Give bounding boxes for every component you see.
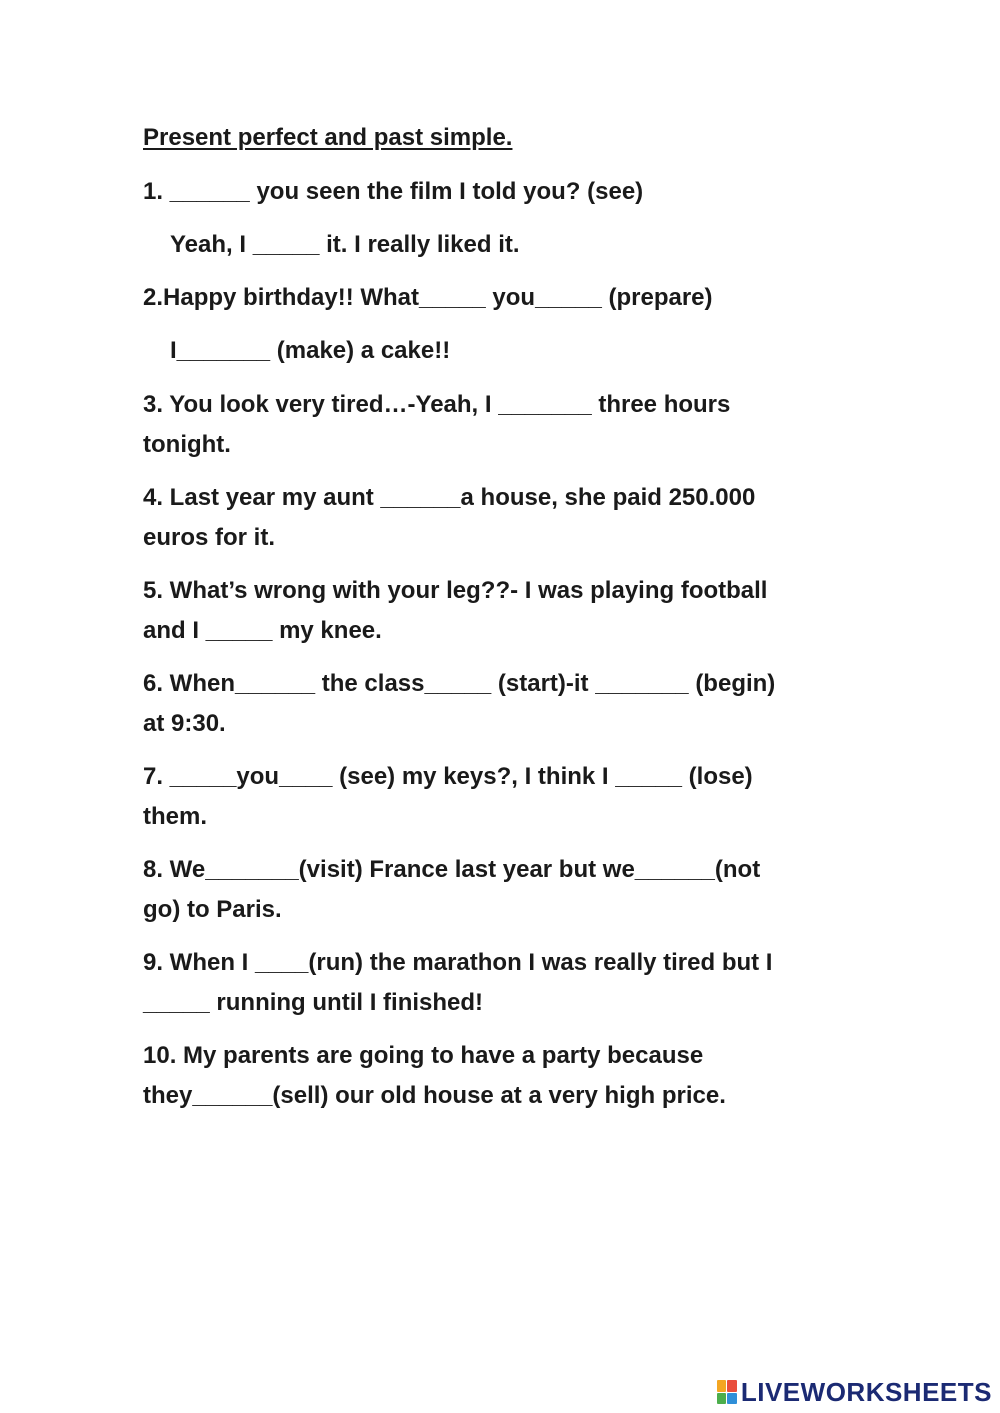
liveworksheets-logo <box>717 1377 992 1407</box>
exercise-10-line-2: they______(sell) our old house at a very high price. <box>143 1082 726 1109</box>
exercise-2-question: 2.Happy birthday!! What_____ you_____ (prepare) <box>143 284 713 311</box>
worksheet-title: Present perfect and past simple. <box>143 124 513 151</box>
exercise-3-line-1: 3. You look very tired…-Yeah, I _______ three hours <box>143 391 731 418</box>
exercise-9-line-2: _____ running until I finished! <box>143 989 484 1016</box>
exercise-6-line-1: 6. When______ the class_____ (start)-it _______ (begin) <box>143 670 776 697</box>
exercise-4-line-1: 4. Last year my aunt ______a house, she paid 250.000 <box>143 484 756 511</box>
exercise-8-line-2: go) to Paris. <box>143 896 282 923</box>
exercise-1-answer: Yeah, I _____ it. I really liked it. <box>170 231 520 258</box>
logo-tile-1 <box>717 1380 727 1392</box>
logo-tile-2 <box>727 1380 737 1392</box>
liveworksheets-logo-icon <box>717 1380 737 1404</box>
exercise-1-question: 1. ______ you seen the film I told you? (see) <box>143 178 644 205</box>
exercise-3-line-2: tonight. <box>143 431 231 458</box>
exercise-6-line-2: at 9:30. <box>143 710 226 737</box>
exercise-9-line-1: 9. When I ____(run) the marathon I was really tired but I <box>143 949 773 976</box>
exercise-7-line-1: 7. _____you____ (see) my keys?, I think I _____ (lose) <box>143 763 753 790</box>
logo-tile-3 <box>717 1393 727 1405</box>
exercise-7-line-2: them. <box>143 803 208 830</box>
exercise-8-line-1: 8. We_______(visit) France last year but we______(not <box>143 856 761 883</box>
exercise-2-answer: I_______ (make) a cake!! <box>170 337 451 364</box>
exercise-5-line-2: and I _____ my knee. <box>143 617 382 644</box>
exercise-5-line-1: 5. What’s wrong with your leg??- I was playing football <box>143 577 768 604</box>
logo-text: LIVEWORKSHEETS <box>740 1376 992 1407</box>
exercise-10-line-1: 10. My parents are going to have a party because <box>143 1042 704 1069</box>
logo-tile-4 <box>727 1393 737 1405</box>
exercise-4-line-2: euros for it. <box>143 524 276 551</box>
